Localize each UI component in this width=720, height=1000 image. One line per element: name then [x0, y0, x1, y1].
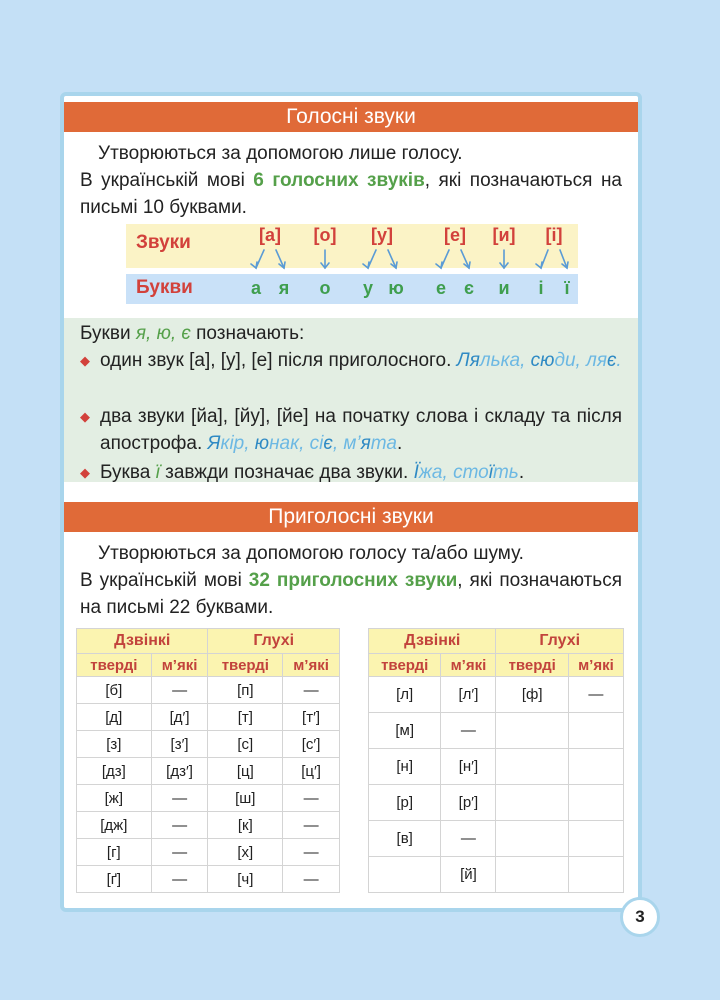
letter-e: е [435, 278, 447, 298]
iotated-letters-box [64, 318, 638, 482]
table-row [77, 677, 340, 704]
b2-ex4a: м’ [343, 433, 361, 454]
b2-ex4b: я [360, 433, 371, 454]
letter-a: а [250, 278, 262, 298]
header-voiceless: Глухі [208, 629, 340, 654]
vowels-intro-line1: Утворюються за допомогою лише голосу. [98, 143, 463, 164]
table-cell: [ґ] [77, 866, 152, 893]
table-cell: [л′] [441, 677, 496, 713]
table-cell: [ф] [496, 677, 568, 713]
vowels-count-highlight: 6 голосних звуків [253, 170, 425, 191]
b2-ex1a: Я [207, 433, 221, 454]
b3-letter: ї [155, 462, 160, 483]
letter-y: и [498, 278, 510, 298]
table-row [77, 785, 340, 812]
table-row [369, 677, 624, 713]
sound-a: [а] [259, 225, 281, 245]
table-row [77, 866, 340, 893]
table-cell: [х] [208, 839, 283, 866]
consonants-intro-line1: Утворюються за допомогою голосу та/або шуму. [98, 543, 524, 564]
table-cell: — [151, 839, 208, 866]
consonants-intro-line2-post: , які позначаються на письмі 22 буквами. [80, 570, 622, 618]
consonants-table-left [76, 628, 340, 893]
sound-y: [и] [492, 225, 516, 245]
table-row [369, 749, 624, 785]
table-row [77, 704, 340, 731]
page-number: 3 [620, 897, 660, 937]
table-cell: — [151, 785, 208, 812]
b2-end: . [396, 433, 403, 454]
b1-ex3c: . [616, 350, 622, 371]
table-cell: [б] [77, 677, 152, 704]
b1-ex3a: ля [586, 350, 607, 371]
table-cell: — [441, 713, 496, 749]
header-voiced: Дзвінкі [369, 629, 496, 654]
table-cell: [ш] [208, 785, 283, 812]
letter-yu: ю [388, 278, 404, 298]
header-soft: м’які [151, 654, 208, 677]
b3-end: . [518, 462, 525, 483]
table-cell: [к] [208, 812, 283, 839]
note-pre: Букви [80, 323, 136, 344]
arrows-icon [126, 224, 578, 280]
left-table-body [77, 677, 340, 893]
b1-ex2b: ди, [554, 350, 587, 371]
b3-text: завжди позначає два звуки. [159, 462, 414, 483]
table-cell: [й] [441, 857, 496, 893]
table-cell: [з′] [151, 731, 208, 758]
table-cell [568, 857, 623, 893]
table-cell [496, 785, 568, 821]
table-cell: [л] [369, 677, 441, 713]
b1-ex2a: сю [530, 350, 555, 371]
table-row [369, 713, 624, 749]
letter-o: о [319, 278, 331, 298]
table-cell: [в] [369, 821, 441, 857]
table-cell [496, 857, 568, 893]
letter-u: у [362, 278, 374, 298]
vowels-title: Голосні звуки [286, 105, 416, 128]
table-cell: [ж] [77, 785, 152, 812]
bullet-two-sounds [80, 403, 622, 457]
vowels-intro [80, 140, 622, 221]
consonants-intro-line2-pre: В українській мові [80, 570, 249, 591]
letters-label: Букви [136, 277, 193, 298]
sound-e: [е] [444, 225, 466, 245]
consonants-table-right [368, 628, 624, 893]
table-row [369, 785, 624, 821]
b2-ex1b: кір, [220, 433, 255, 454]
table-cell: [с] [208, 731, 283, 758]
bullet-one-sound [80, 347, 622, 374]
b3-pre: Буква [100, 462, 156, 483]
table-cell: [д] [77, 704, 152, 731]
vowels-banner [64, 102, 638, 132]
table-cell: [т′] [283, 704, 340, 731]
consonants-title: Приголосні звуки [268, 505, 434, 528]
header-hard: тверді [77, 654, 152, 677]
iotated-note [80, 320, 622, 347]
header-soft: м’які [283, 654, 340, 677]
table-row [77, 812, 340, 839]
rules-card [60, 92, 642, 912]
table-cell [496, 713, 568, 749]
header-hard: тверді [208, 654, 283, 677]
table-cell: — [283, 785, 340, 812]
table-cell: [с′] [283, 731, 340, 758]
table-row [369, 857, 624, 893]
table-cell: [п] [208, 677, 283, 704]
table-cell: — [151, 866, 208, 893]
table-cell: [н′] [441, 749, 496, 785]
b2-ex2a: ю [254, 433, 270, 454]
b3-ex2a: сто [453, 462, 489, 483]
vowels-intro-line2-pre: В українській мові [80, 170, 254, 191]
table-cell: [м] [369, 713, 441, 749]
table-cell: — [568, 677, 623, 713]
table-cell: [ч] [208, 866, 283, 893]
table-cell: [дз] [77, 758, 152, 785]
table-row [77, 839, 340, 866]
table-cell [496, 821, 568, 857]
table-cell: — [283, 812, 340, 839]
bullet-icon: ◆ [80, 409, 90, 424]
table-cell: — [283, 677, 340, 704]
header-voiced: Дзвінкі [77, 629, 208, 654]
sound-o: [о] [313, 225, 337, 245]
sound-u: [у] [371, 225, 393, 245]
header-soft: м’які [568, 654, 623, 677]
header-hard: тверді [496, 654, 568, 677]
bullet-icon: ◆ [80, 465, 90, 480]
table-cell [568, 785, 623, 821]
bullet-icon: ◆ [80, 353, 90, 368]
table-row [77, 731, 340, 758]
letter-ye: є [464, 278, 474, 298]
b1-text: один звук [а], [у], [е] після приголосного. [100, 350, 457, 371]
sound-i: [і] [545, 225, 563, 245]
bullet-yi-letter [80, 459, 622, 486]
b1-ex1a: Ля [456, 350, 480, 371]
table-cell [568, 821, 623, 857]
header-soft: м’які [441, 654, 496, 677]
table-cell: [р] [369, 785, 441, 821]
note-post: позначають: [190, 323, 305, 344]
table-cell: [ц′] [283, 758, 340, 785]
b3-ex1b: жа, [418, 462, 454, 483]
table-cell: [р′] [441, 785, 496, 821]
b3-ex1a: Ї [413, 462, 419, 483]
table-cell: [д′] [151, 704, 208, 731]
table-cell [369, 857, 441, 893]
b2-ex3c: , [332, 433, 344, 454]
vowels-intro-line2-post: , які позначаються на письмі 10 буквами. [80, 170, 622, 218]
b2-text: два звуки [йа], [йу], [йе] на початку слова і складу та після апострофа. [100, 406, 622, 454]
table-cell [568, 749, 623, 785]
table-cell: [г] [77, 839, 152, 866]
b2-ex3a: сі [309, 433, 324, 454]
sounds-label: Звуки [136, 232, 191, 253]
table-cell [568, 713, 623, 749]
consonants-banner [64, 502, 638, 532]
header-hard: тверді [369, 654, 441, 677]
b2-ex2b: нак, [269, 433, 310, 454]
b1-ex1b: лька, [479, 350, 531, 371]
table-cell: — [151, 812, 208, 839]
header-voiceless: Глухі [496, 629, 624, 654]
b3-ex2c: ть [492, 462, 519, 483]
table-cell: [н] [369, 749, 441, 785]
table-cell: [ц] [208, 758, 283, 785]
b3-ex2b: ї [488, 462, 493, 483]
letter-yi: ї [564, 278, 570, 298]
table-cell: [дж] [77, 812, 152, 839]
table-row [77, 758, 340, 785]
consonants-count-highlight: 32 приголосних звуки [248, 570, 458, 591]
table-cell: — [283, 839, 340, 866]
right-table-body [369, 677, 624, 893]
table-cell: — [441, 821, 496, 857]
b2-ex3b: є [323, 433, 333, 454]
b2-ex4c: та [370, 433, 397, 454]
letter-ya: я [278, 278, 290, 298]
letter-i: і [538, 278, 544, 298]
table-row [369, 821, 624, 857]
table-cell [496, 749, 568, 785]
b1-ex3b: є [606, 350, 617, 371]
sounds-letters-table [126, 224, 578, 306]
table-cell: [з] [77, 731, 152, 758]
table-cell: [т] [208, 704, 283, 731]
table-cell: [дз′] [151, 758, 208, 785]
consonants-intro [80, 540, 622, 621]
table-cell: — [151, 677, 208, 704]
table-cell: — [283, 866, 340, 893]
note-letters: я, ю, є [135, 323, 191, 344]
